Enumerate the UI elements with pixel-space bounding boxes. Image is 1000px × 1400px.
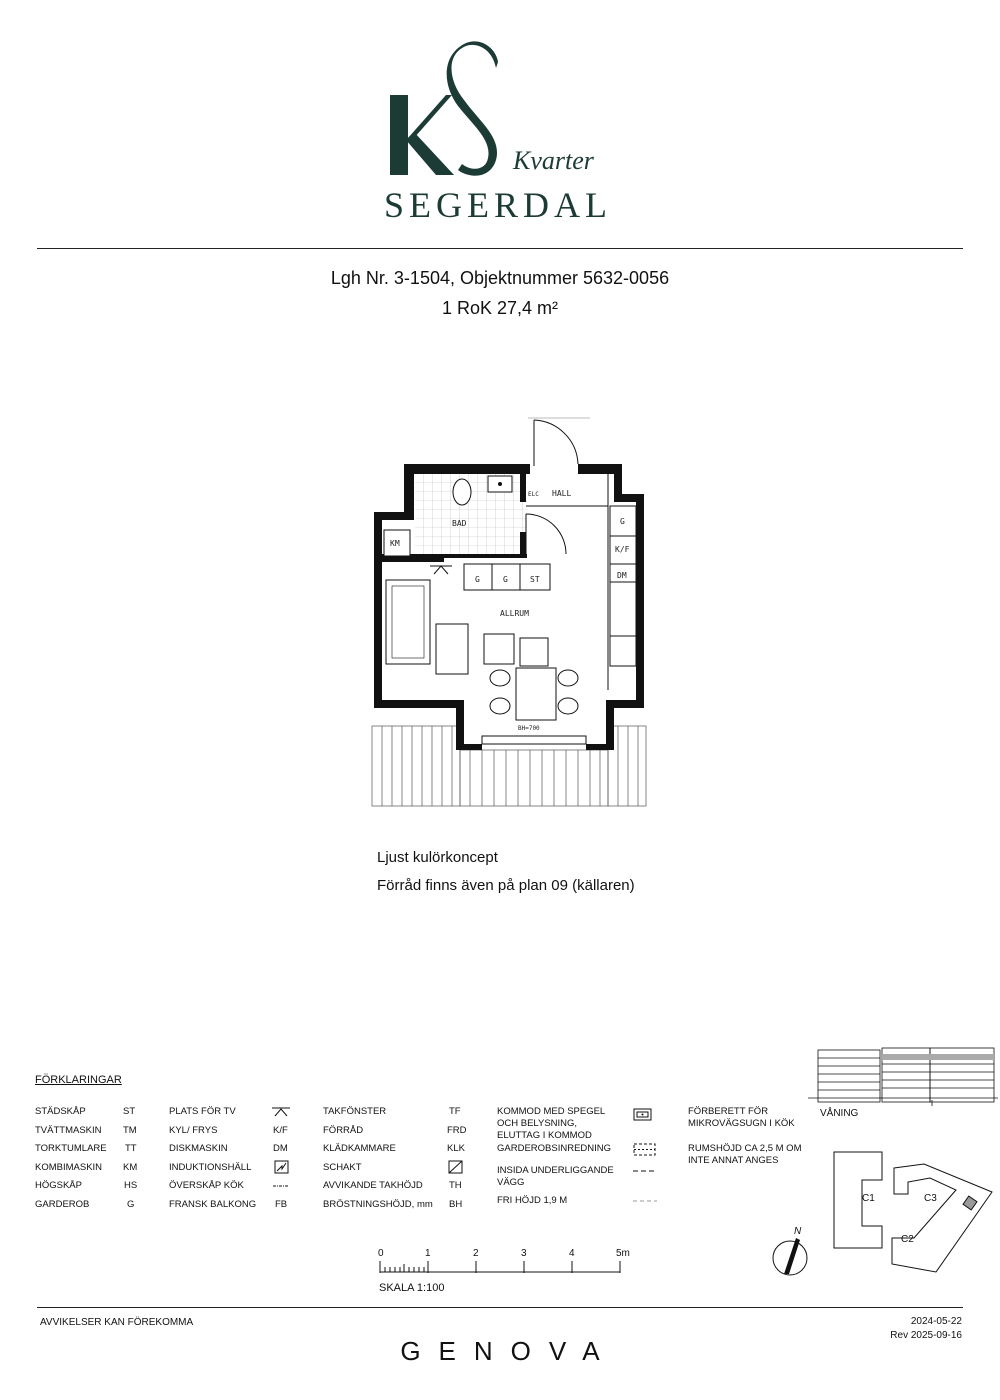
building-c3-label: C3 [924,1193,937,1204]
legend-item: SCHAKT [323,1162,473,1181]
legend-item: KOMMOD MED SPEGEL OCH BELYSNING, ELUTTAG I KOMMOD [497,1106,617,1143]
parapet-height-label: BH=700 [518,725,540,732]
disclaimer: AVVIKELSER KAN FÖREKOMMA [40,1317,194,1328]
fridge-label: K/F [615,545,630,554]
note-color-concept: Ljust kulörkoncept [377,849,498,866]
legend-item: DISKMASKIN DM [169,1143,288,1154]
shaft-icon [448,1160,464,1174]
note-storage: Förråd finns även på plan 09 (källaren) [377,877,635,894]
km-label: KM [390,539,400,548]
legend-item: FÖRBERETT FÖR MIKROVÄGSUGN I KÖK [688,1106,795,1129]
brand-name: SEGERDAL [384,185,612,225]
brand-kvarter: Kvarter [513,146,594,175]
legend-item: KYL/ FRYS K/F [169,1124,288,1136]
scale-label: SKALA 1:100 [379,1282,445,1294]
wardrobe-label-1: G [475,575,480,584]
legend-item: INDUKTIONSHÄLL [169,1162,299,1181]
legend-item: AVVIKANDE TAKHÖJD TH [323,1180,462,1191]
wardrobe-label-2: G [503,575,508,584]
legend-item: FÖRRÅD FRD [323,1124,467,1136]
legend-item: TORKTUMLARE TT [35,1143,137,1154]
legend-col-5 [688,1106,813,1167]
wardrobe-fittings-icon [633,1143,657,1157]
header-divider [37,248,963,249]
entry-door [528,418,590,466]
legend-item: HÖGSKÅP HS [35,1180,138,1191]
room-label-bad: BAD [452,519,467,528]
legend-item: KOMBIMASKIN KM [35,1161,138,1173]
wall-cabinet-icon [273,1184,289,1188]
legend-col-1 [35,1106,145,1217]
induction-hob-icon [274,1160,290,1174]
legend-item: TVÄTTMASKIN TM [35,1124,137,1136]
dishwasher-label: DM [617,571,627,580]
compass [770,1226,814,1278]
cleaning-cabinet-label: ST [530,575,540,584]
room-label-allrum: ALLRUM [500,609,529,618]
scale-tick-label: 1 [425,1248,431,1259]
floor-plan [360,410,660,810]
free-height-icon [633,1199,657,1203]
legend-item: BRÖSTNINGSHÖJD, mm BH [323,1198,463,1210]
site-key-plan [828,1150,998,1274]
floor-key-plan [808,1044,998,1110]
drawing-date: 2024-05-22 [910,1316,962,1327]
scale-tick-label: 0 [378,1248,384,1259]
legend-col-2 [169,1106,299,1217]
legend-item: FRANSK BALKONG FB [169,1198,288,1210]
tv-icon [271,1106,291,1118]
scale-ruler [376,1260,626,1274]
legend-title: FÖRKLARINGAR [35,1074,122,1086]
legend-col-3 [323,1106,473,1217]
legend-item: FRI HÖJD 1,9 M [497,1195,667,1213]
legend-item: STÄDSKÅP ST [35,1106,136,1117]
legend-col-4 [497,1106,667,1213]
building-c2-label: C2 [901,1234,914,1245]
legend-item: KLÄDKAMMARE KLK [323,1143,465,1154]
legend-item: ÖVERSKÅP KÖK [169,1180,299,1199]
building-c1-label: C1 [862,1193,875,1204]
scale-tick-label: 3 [521,1248,527,1259]
elc-label: ELC [528,491,539,498]
scale-tick-label: 5m [616,1248,630,1259]
apartment-size: 1 RoK 27,4 m² [441,298,559,318]
north-label: N [794,1226,802,1237]
north-arrow-icon [770,1226,814,1278]
floor-label: VÅNING [820,1108,859,1119]
legend-item: RUMSHÖJD CA 2,5 M OM INTE ANNAT ANGES [688,1143,802,1166]
legend-item: INSIDA UNDERLIGGANDE VÄGG [497,1165,617,1195]
legend-item: GARDEROBSINREDNING [497,1143,667,1165]
company-logo: GENOVA [400,1336,618,1366]
dresser-mirror-icon [633,1108,653,1122]
scale-bar [376,1248,636,1298]
legend-item: TAKFÖNSTER TF [323,1106,461,1117]
legend-item: GARDEROB G [35,1198,135,1210]
apartment-title: Lgh Nr. 3-1504, Objektnummer 5632-0056 [330,268,670,288]
ks-monogram [384,40,514,180]
underlying-wall-icon [633,1169,657,1173]
brand-logo [384,40,624,225]
wardrobe-label-right: G [620,517,625,526]
revision-date: Rev 2025-09-16 [890,1330,962,1341]
footer-divider [37,1307,963,1308]
legend-item: PLATS FÖR TV [169,1106,299,1125]
scale-tick-label: 2 [473,1248,479,1259]
scale-tick-label: 4 [569,1248,575,1259]
room-label-hall: HALL [552,489,572,498]
